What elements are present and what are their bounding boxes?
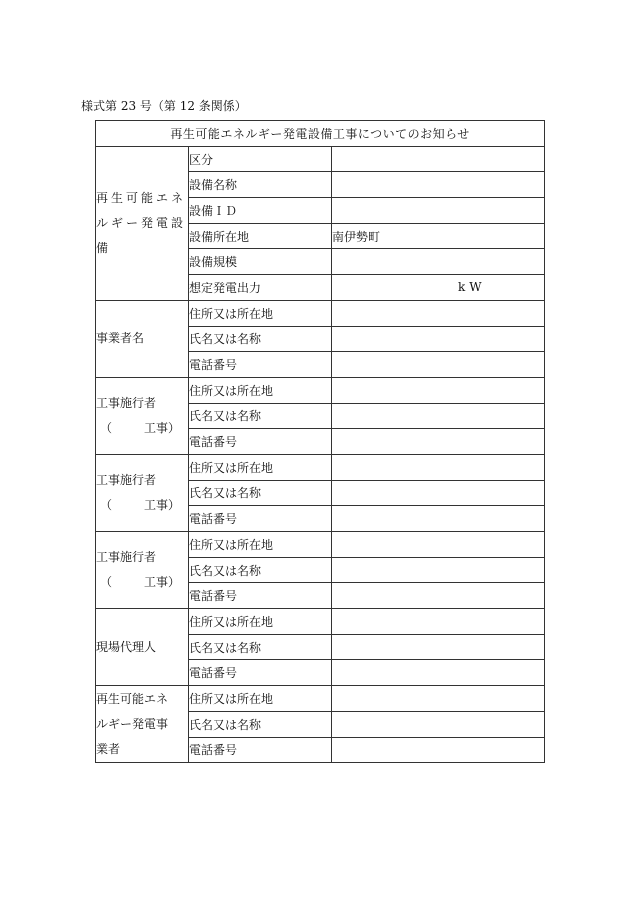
category-label: 区分: [189, 146, 332, 172]
contractor-3-type: [96, 570, 188, 595]
contractor-1-phone-value[interactable]: [332, 429, 545, 455]
phone-label: 電話番号: [189, 352, 332, 378]
renewable-operator-line-2: ルギー発電事: [96, 716, 169, 731]
site-agent-address-value[interactable]: [332, 609, 545, 635]
name-label: 氏名又は名称: [189, 634, 332, 660]
table-row: [96, 146, 545, 172]
site-agent-label: 現場代理人: [96, 609, 189, 686]
table-row: [96, 609, 545, 635]
contractor-2-paren-open: （: [100, 497, 113, 512]
business-operator-label: 事業者名: [96, 300, 189, 377]
equipment-group-label: [96, 146, 189, 300]
notice-title: 再生可能エネルギー発電設備工事についてのお知らせ: [96, 121, 545, 147]
business-operator-name-value[interactable]: [332, 326, 545, 352]
equipment-name-value[interactable]: [332, 172, 545, 198]
address-label: 住所又は所在地: [189, 454, 332, 480]
estimated-output-label: 想定発電出力: [189, 275, 332, 301]
contractor-1-name-value[interactable]: [332, 403, 545, 429]
name-label: 氏名又は名称: [189, 403, 332, 429]
name-label: 氏名又は名称: [189, 326, 332, 352]
name-label: 氏名又は名称: [189, 480, 332, 506]
contractor-1-paren-open: （: [100, 420, 113, 435]
address-label: 住所又は所在地: [189, 532, 332, 558]
category-value[interactable]: [332, 146, 545, 172]
contractor-2-title: 工事施行者: [96, 472, 157, 487]
contractor-3-phone-value[interactable]: [332, 583, 545, 609]
contractor-2-phone-value[interactable]: [332, 506, 545, 532]
renewable-operator-address-value[interactable]: [332, 686, 545, 712]
notice-table: [95, 120, 545, 763]
equipment-group-line-1: 再生可能エネ: [96, 190, 187, 205]
phone-label: 電話番号: [189, 429, 332, 455]
phone-label: 電話番号: [189, 660, 332, 686]
business-operator-phone-value[interactable]: [332, 352, 545, 378]
renewable-operator-label: [96, 686, 189, 763]
table-row: [96, 300, 545, 326]
site-agent-phone-value[interactable]: [332, 660, 545, 686]
equipment-location-value[interactable]: 南伊勢町: [332, 223, 545, 249]
contractor-2-address-value[interactable]: [332, 454, 545, 480]
contractor-1-paren-close: 工事）: [144, 420, 181, 435]
contractor-3-title: 工事施行者: [96, 550, 157, 565]
contractor-2-name-value[interactable]: [332, 480, 545, 506]
contractor-3-paren-open: （: [100, 575, 113, 590]
renewable-operator-line-1: 再生可能エネ: [96, 691, 169, 706]
name-label: 氏名又は名称: [189, 557, 332, 583]
equipment-id-value[interactable]: [332, 198, 545, 224]
equipment-location-label: 設備所在地: [189, 223, 332, 249]
phone-label: 電話番号: [189, 583, 332, 609]
address-label: 住所又は所在地: [189, 686, 332, 712]
phone-label: 電話番号: [189, 737, 332, 763]
equipment-group-line-2: ルギー発電設: [96, 215, 187, 230]
equipment-id-label: 設備ＩＤ: [189, 198, 332, 224]
equipment-group-line-3: 備: [96, 240, 112, 255]
address-label: 住所又は所在地: [189, 609, 332, 635]
contractor-1-title: 工事施行者: [96, 395, 157, 410]
table-row: [96, 454, 545, 480]
output-unit: kW: [458, 280, 486, 295]
equipment-scale-label: 設備規模: [189, 249, 332, 275]
contractor-1-address-value[interactable]: [332, 377, 545, 403]
contractor-1-label: [96, 377, 189, 454]
phone-label: 電話番号: [189, 506, 332, 532]
renewable-operator-phone-value[interactable]: [332, 737, 545, 763]
table-row: [96, 532, 545, 558]
contractor-3-label: [96, 532, 189, 609]
name-label: 氏名又は名称: [189, 711, 332, 737]
table-row: [96, 686, 545, 712]
business-operator-address-value[interactable]: [332, 300, 545, 326]
contractor-3-address-value[interactable]: [332, 532, 545, 558]
contractor-2-label: [96, 454, 189, 531]
estimated-output-value[interactable]: [332, 275, 545, 301]
title-row: [96, 121, 545, 147]
equipment-scale-value[interactable]: [332, 249, 545, 275]
table-row: [96, 377, 545, 403]
address-label: 住所又は所在地: [189, 377, 332, 403]
site-agent-name-value[interactable]: [332, 634, 545, 660]
form-reference: 様式第 23 号（第 12 条関係）: [81, 99, 247, 113]
equipment-name-label: 設備名称: [189, 172, 332, 198]
address-label: 住所又は所在地: [189, 300, 332, 326]
contractor-1-type: [96, 416, 188, 441]
renewable-operator-line-3: 業者: [96, 741, 121, 756]
contractor-3-name-value[interactable]: [332, 557, 545, 583]
contractor-2-paren-close: 工事）: [144, 497, 181, 512]
contractor-3-paren-close: 工事）: [144, 575, 181, 590]
renewable-operator-name-value[interactable]: [332, 711, 545, 737]
contractor-2-type: [96, 493, 188, 518]
